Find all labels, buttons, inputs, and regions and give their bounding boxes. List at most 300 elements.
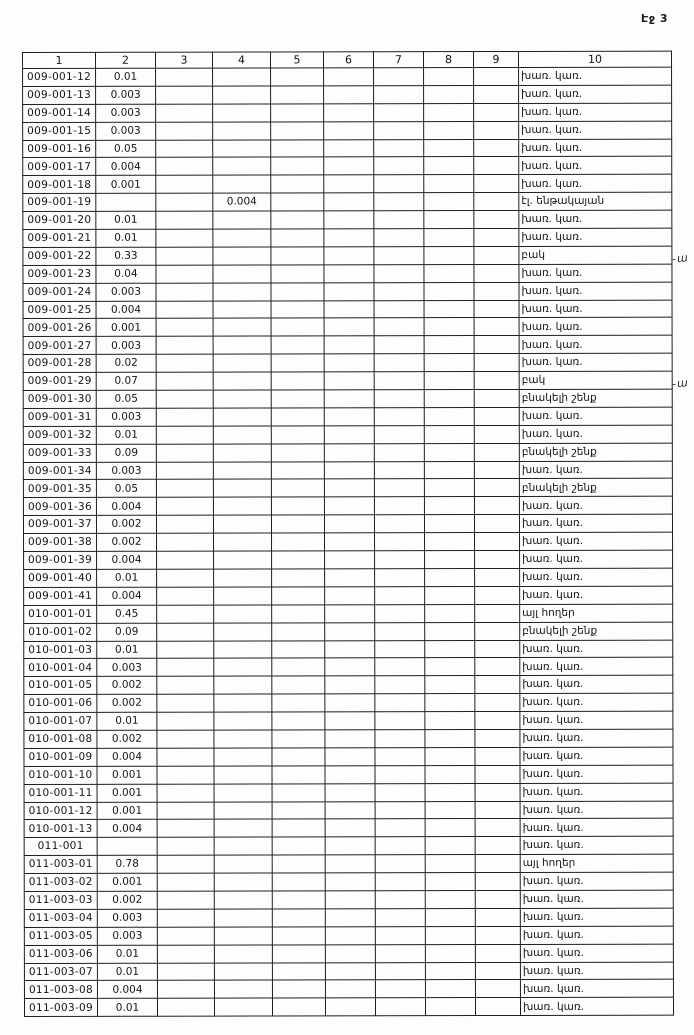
cell [325, 694, 375, 712]
cell [213, 140, 271, 158]
table-row [24, 550, 673, 569]
cell [97, 838, 157, 856]
cell: 0.002 [96, 515, 156, 533]
cell: 0.33 [96, 247, 156, 265]
cell [213, 86, 271, 104]
cell: 0.01 [96, 229, 156, 247]
cell: խառ. կառ. [520, 944, 673, 962]
cell [156, 86, 213, 104]
cell [374, 157, 424, 175]
cell: խառ. կառ. [519, 461, 672, 479]
cell: խառ. կառ. [519, 407, 672, 425]
cell [156, 354, 213, 372]
cell [375, 819, 425, 837]
cell [214, 980, 272, 998]
cell [157, 945, 214, 963]
cell [324, 354, 374, 372]
cell [324, 300, 374, 318]
cell: 0.004 [97, 551, 157, 569]
cell [157, 641, 214, 659]
cell [271, 157, 324, 175]
cell [324, 336, 374, 354]
cell [214, 837, 272, 855]
cell [374, 390, 424, 408]
cell [474, 461, 519, 479]
cell [213, 157, 271, 175]
cell [213, 283, 271, 301]
cell: 009-001-28 [23, 355, 96, 373]
cell [374, 121, 424, 139]
cell: 010-001-10 [24, 766, 97, 784]
cell: 009-001-32 [23, 426, 96, 444]
cell [475, 551, 520, 569]
cell: 009-001-25 [23, 301, 96, 319]
cell: 0.003 [97, 927, 157, 945]
cell: խառ. կառ. [520, 819, 673, 837]
cell [475, 568, 520, 586]
cell: 0.002 [97, 677, 157, 695]
cell: բնակելի շենք [519, 389, 672, 407]
cell [213, 104, 271, 122]
cell [474, 139, 519, 157]
cell [214, 569, 272, 587]
cell [271, 497, 324, 515]
cell: 011-003-07 [24, 963, 97, 981]
cell [271, 139, 324, 157]
cell [425, 640, 475, 658]
cell [375, 622, 425, 640]
cell [156, 265, 213, 283]
cell [375, 998, 425, 1016]
cell [475, 604, 520, 622]
table-row [24, 980, 673, 999]
cell [374, 318, 424, 336]
cell [325, 551, 375, 569]
cell [425, 533, 475, 551]
cell [157, 730, 214, 748]
cell [475, 586, 520, 604]
cell [324, 247, 374, 265]
table-row [23, 246, 672, 265]
cell [214, 784, 272, 802]
cell [214, 855, 272, 873]
cell [474, 479, 519, 497]
cell [475, 890, 520, 908]
cell [475, 980, 520, 998]
cell: 009-001-26 [23, 319, 96, 337]
cell: խառ. կառ. [519, 300, 672, 318]
table-row [24, 658, 673, 677]
cell [214, 998, 272, 1016]
cell: խառ. կառ. [519, 497, 672, 515]
header-cell: 5 [271, 52, 324, 68]
table-row [23, 300, 672, 319]
cell [474, 193, 519, 211]
cell [424, 407, 474, 425]
cell: այլ հողեր [520, 854, 673, 872]
cell [213, 408, 271, 426]
cell: բնակելի շենք [519, 479, 672, 497]
cell [214, 587, 272, 605]
cell: բակ [519, 371, 672, 389]
cell [425, 980, 475, 998]
cell [474, 282, 519, 300]
cell [325, 676, 375, 694]
cell [424, 282, 474, 300]
cell [157, 981, 214, 999]
cell [374, 425, 424, 443]
cell [214, 658, 272, 676]
cell [156, 515, 213, 533]
cell [214, 748, 272, 766]
table-row [24, 586, 673, 605]
cell [424, 372, 474, 390]
cell [271, 444, 324, 462]
cell: 0.003 [96, 86, 156, 104]
table-row [23, 282, 672, 301]
cell [474, 157, 519, 175]
cell [374, 68, 424, 86]
cell [156, 158, 213, 176]
cell [213, 444, 271, 462]
cell [156, 444, 213, 462]
table-row [24, 693, 673, 712]
cell [474, 85, 519, 103]
cell [271, 515, 324, 533]
cell [214, 676, 272, 694]
cell [375, 658, 425, 676]
cell [156, 140, 213, 158]
cell [272, 569, 325, 587]
cell [271, 175, 324, 193]
cell: խառ. կառ. [520, 568, 673, 586]
cell [324, 390, 374, 408]
cell [424, 264, 474, 282]
cell [374, 193, 424, 211]
cell [424, 211, 474, 229]
cell [157, 533, 214, 551]
cell [157, 712, 214, 730]
table-row [23, 85, 672, 104]
cell [475, 998, 520, 1016]
cell [325, 622, 375, 640]
cell [272, 945, 325, 963]
cell [324, 515, 374, 533]
table-row [23, 335, 672, 354]
cell: 0.01 [96, 211, 156, 229]
cell: 0.003 [96, 408, 156, 426]
cell [324, 211, 374, 229]
table-row [23, 174, 672, 193]
cell [474, 515, 519, 533]
cell [425, 944, 475, 962]
cell [213, 426, 271, 444]
cell [375, 640, 425, 658]
cell: 0.04 [96, 265, 156, 283]
cell [424, 425, 474, 443]
cell [474, 389, 519, 407]
cell: խառ. կառ. [520, 836, 673, 854]
cell: 011-003-05 [24, 927, 97, 945]
table-row [24, 675, 673, 694]
cell: 0.002 [97, 533, 157, 551]
cell: խառ. կառ. [519, 174, 672, 192]
cell: 0.003 [96, 462, 156, 480]
cell [375, 694, 425, 712]
cell [325, 855, 375, 873]
cell [325, 873, 375, 891]
cell [156, 247, 213, 265]
cell [375, 909, 425, 927]
cell [425, 676, 475, 694]
table-row [24, 872, 673, 891]
cell: էլ. ենթակայան [519, 192, 672, 210]
header-cell: 4 [213, 52, 271, 68]
cell [425, 837, 475, 855]
cell: խառ. կառ. [519, 139, 672, 157]
cell: խառ. կառ. [520, 640, 673, 658]
table-row [24, 783, 673, 802]
cell [475, 801, 520, 819]
cell [214, 909, 272, 927]
cell [324, 175, 374, 193]
cell: 011-003-01 [24, 856, 97, 874]
cell [271, 86, 324, 104]
cell [214, 712, 272, 730]
cell: 0.001 [97, 766, 157, 784]
cell [424, 229, 474, 247]
cell [474, 103, 519, 121]
cell [425, 730, 475, 748]
cell [474, 354, 519, 372]
cell: խառ. կառ. [519, 103, 672, 121]
cell [325, 927, 375, 945]
cell: 0.01 [97, 641, 157, 659]
cell [424, 479, 474, 497]
cell: 009-001-16 [23, 140, 96, 158]
cell [325, 998, 375, 1016]
cell [271, 408, 324, 426]
cell [271, 372, 324, 390]
cell [424, 390, 474, 408]
cell [475, 622, 520, 640]
header-cell: 7 [374, 52, 424, 68]
cell: 009-001-24 [23, 283, 96, 301]
cell: 0.003 [96, 283, 156, 301]
cell [157, 766, 214, 784]
cell [324, 443, 374, 461]
table-row [23, 497, 672, 516]
cell [213, 462, 271, 480]
cell: 009-001-13 [23, 86, 96, 104]
cell [425, 586, 475, 604]
table-row [23, 157, 672, 176]
cell [475, 712, 520, 730]
table-row [24, 836, 673, 855]
cell [424, 68, 474, 86]
cell [475, 855, 520, 873]
cell [157, 694, 214, 712]
cell: խառ. կառ. [520, 747, 673, 765]
cell [324, 282, 374, 300]
cell [157, 909, 214, 927]
cell [213, 479, 271, 497]
cell [374, 103, 424, 121]
cell [214, 551, 272, 569]
cell [214, 891, 272, 909]
cell [425, 819, 475, 837]
cell: 009-001-33 [23, 444, 96, 462]
cell: 0.004 [96, 301, 156, 319]
cell [272, 533, 325, 551]
cell [325, 658, 375, 676]
header-row [23, 51, 672, 68]
cell [375, 551, 425, 569]
cell [325, 801, 375, 819]
cell [374, 175, 424, 193]
cell [325, 980, 375, 998]
table-row [24, 604, 673, 623]
cell [375, 748, 425, 766]
cell [214, 623, 272, 641]
cell [474, 372, 519, 390]
cell: 009-001-17 [23, 158, 96, 176]
cell: 0.004 [213, 193, 271, 211]
cell: 0.01 [97, 945, 157, 963]
cell [213, 229, 271, 247]
cell: 010-001-06 [24, 695, 97, 713]
cell [424, 175, 474, 193]
cell [213, 390, 271, 408]
cell [375, 765, 425, 783]
cell [474, 121, 519, 139]
cell [156, 283, 213, 301]
cell: խառ. կառ. [520, 658, 673, 676]
cell [374, 354, 424, 372]
cell [474, 497, 519, 515]
cell [374, 211, 424, 229]
cell: 0.004 [97, 748, 157, 766]
cell: 0.004 [96, 158, 156, 176]
cell [157, 569, 214, 587]
cell [272, 766, 325, 784]
cell [375, 891, 425, 909]
cell [324, 104, 374, 122]
cell [475, 819, 520, 837]
cell [374, 264, 424, 282]
cell [156, 426, 213, 444]
cell: 010-001-03 [24, 641, 97, 659]
cell [424, 336, 474, 354]
cell [425, 998, 475, 1016]
cell: խառ. կառ. [520, 711, 673, 729]
cell: խառ. կառ. [519, 121, 672, 139]
cell [425, 604, 475, 622]
cell [475, 533, 520, 551]
cell [325, 640, 375, 658]
handwritten-margin-mark: - ա [672, 376, 689, 391]
cell: խառ. կառ. [519, 157, 672, 175]
cell [475, 747, 520, 765]
cell [271, 122, 324, 140]
cell [213, 175, 271, 193]
cell: 009-001-39 [24, 551, 97, 569]
cell [324, 497, 374, 515]
cell [374, 408, 424, 426]
cell [475, 783, 520, 801]
cell: 009-001-36 [23, 498, 96, 516]
cell [213, 497, 271, 515]
cell: խառ. կառ. [519, 67, 672, 85]
cell [324, 139, 374, 157]
table-row [23, 514, 672, 533]
cell [475, 694, 520, 712]
cell [325, 765, 375, 783]
handwritten-margin-mark: - ա [672, 251, 689, 266]
cell [156, 372, 213, 390]
cell [375, 926, 425, 944]
cell [324, 265, 374, 283]
cell: 0.01 [97, 712, 157, 730]
cell [272, 980, 325, 998]
cell [474, 318, 519, 336]
cell [157, 623, 214, 641]
cell [272, 855, 325, 873]
table-row [23, 461, 672, 480]
header-cell: 1 [23, 52, 96, 68]
cell: 0.003 [96, 337, 156, 355]
cell [375, 712, 425, 730]
cell [375, 783, 425, 801]
cell [474, 264, 519, 282]
cell [375, 533, 425, 551]
cell: 010-001-05 [24, 677, 97, 695]
cell [157, 802, 214, 820]
cell [325, 730, 375, 748]
table-row [24, 747, 673, 766]
cell [374, 247, 424, 265]
cell [425, 908, 475, 926]
cell [272, 748, 325, 766]
cell [272, 622, 325, 640]
cell [213, 211, 271, 229]
cell [324, 426, 374, 444]
cell [325, 819, 375, 837]
table-row [23, 443, 672, 462]
cell [156, 497, 213, 515]
cell: խառ. կառ. [520, 765, 673, 783]
cell [272, 962, 325, 980]
table-row [24, 854, 673, 873]
table-row [23, 371, 672, 390]
cell [425, 873, 475, 891]
cell [272, 676, 325, 694]
cell [272, 694, 325, 712]
cell [156, 193, 213, 211]
cell: 009-001-35 [23, 480, 96, 498]
cell: 0.004 [97, 981, 157, 999]
cell [156, 301, 213, 319]
cell [213, 122, 271, 140]
cell [214, 801, 272, 819]
cell [425, 712, 475, 730]
cell: 0.001 [97, 802, 157, 820]
cell [325, 604, 375, 622]
cell [424, 246, 474, 264]
table-row [23, 139, 672, 158]
table-row [24, 622, 673, 641]
cell [272, 891, 325, 909]
